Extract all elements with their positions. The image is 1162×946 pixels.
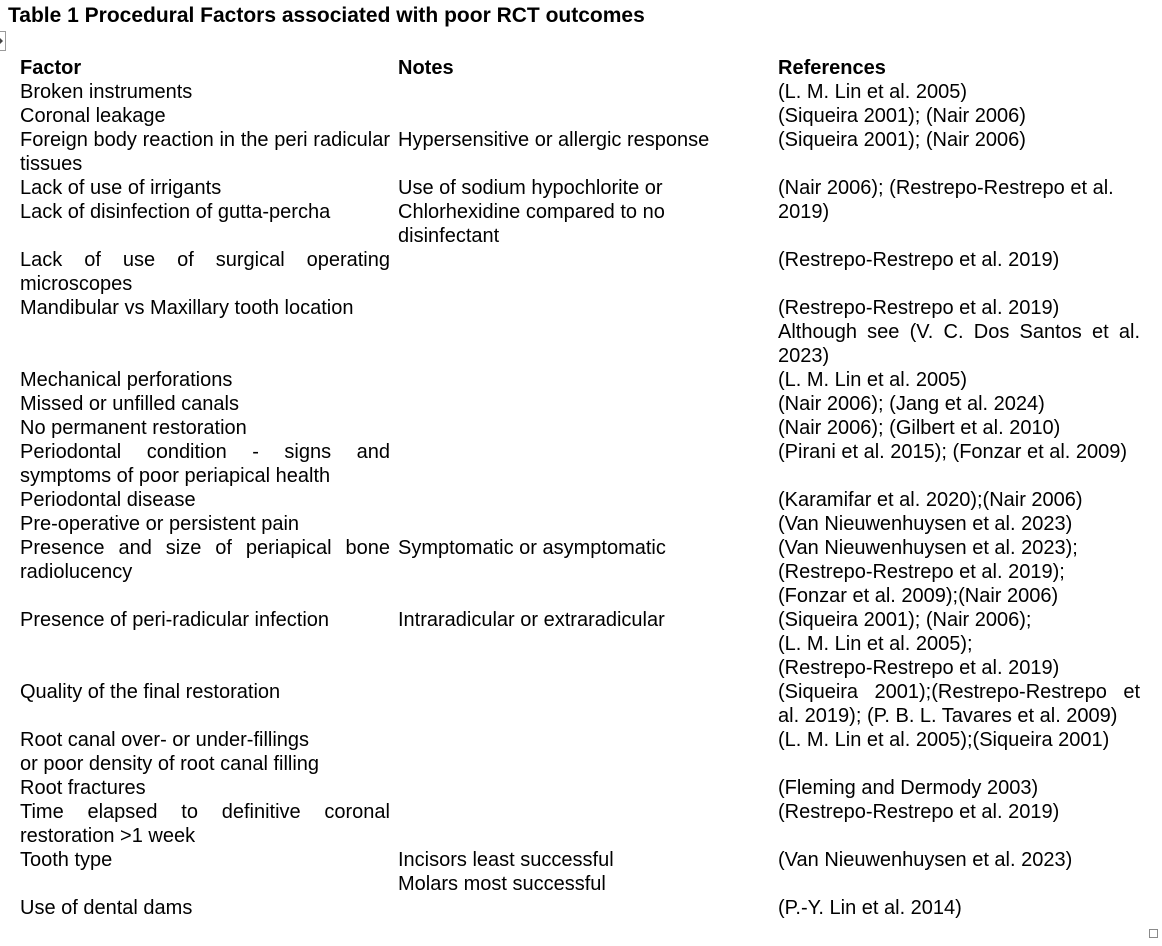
reference-line: (Nair 2006); (Gilbert et al. 2010) bbox=[778, 417, 1061, 439]
notes-cell bbox=[394, 848, 774, 896]
reference-line: (L. M. Lin et al. 2005) bbox=[778, 369, 967, 391]
references-cell bbox=[774, 776, 1144, 800]
table-row bbox=[16, 128, 1144, 176]
header-factor: Factor bbox=[20, 57, 82, 79]
factor-line: or poor density of root canal filling bbox=[20, 753, 320, 775]
reference-line: (L. M. Lin et al. 2005) bbox=[778, 81, 967, 103]
factor-cell: No permanent restoration bbox=[20, 417, 247, 439]
table-row bbox=[16, 776, 1144, 800]
references-cell bbox=[774, 800, 1144, 848]
header-row bbox=[16, 56, 1144, 80]
table-row bbox=[16, 536, 1144, 608]
notes-cell: Symptomatic or asymptomatic bbox=[398, 537, 666, 559]
table-row bbox=[16, 368, 1144, 392]
reference-line: (L. M. Lin et al. 2005); bbox=[778, 633, 973, 655]
references-cell bbox=[774, 848, 1144, 896]
references-cell bbox=[774, 248, 1144, 296]
factor-cell: Time elapsed to definitive coronal restoration >1 week bbox=[20, 801, 390, 847]
references-cell bbox=[774, 728, 1144, 776]
notes-cell bbox=[394, 512, 774, 536]
factor-cell: Root fractures bbox=[20, 777, 146, 799]
notes-cell bbox=[394, 728, 774, 776]
factor-cell: Periodontal disease bbox=[20, 489, 196, 511]
references-cell bbox=[774, 200, 1144, 248]
references-cell bbox=[774, 416, 1144, 440]
reference-line: (P.-Y. Lin et al. 2014) bbox=[778, 897, 962, 919]
factor-cell: Broken instruments bbox=[20, 81, 193, 103]
reference-line: (L. M. Lin et al. 2005);(Siqueira 2001) bbox=[778, 729, 1110, 751]
table-row bbox=[16, 848, 1144, 896]
notes-cell bbox=[394, 104, 774, 128]
table-row bbox=[16, 488, 1144, 512]
table-resize-handle-icon[interactable] bbox=[1149, 929, 1158, 938]
notes-cell: Use of sodium hypochlorite or bbox=[398, 177, 663, 199]
notes-cell bbox=[394, 248, 774, 296]
reference-line: (Restrepo-Restrepo et al. 2019) bbox=[778, 249, 1060, 271]
references-cell bbox=[774, 512, 1144, 536]
notes-cell: Intraradicular or extraradicular bbox=[398, 609, 665, 631]
table-row bbox=[16, 248, 1144, 296]
references-cell bbox=[774, 176, 1144, 200]
table-row bbox=[16, 440, 1144, 488]
table-row bbox=[16, 800, 1144, 848]
factor-cell bbox=[16, 728, 394, 776]
factor-cell: Quality of the final restoration bbox=[20, 681, 281, 703]
table-row bbox=[16, 416, 1144, 440]
reference-line: (Nair 2006); (Jang et al. 2024) bbox=[778, 393, 1045, 415]
table-row bbox=[16, 80, 1144, 104]
references-cell bbox=[774, 608, 1144, 680]
factor-cell: Mandibular vs Maxillary tooth location bbox=[20, 297, 354, 319]
notes-cell: Hypersensitive or allergic response bbox=[398, 129, 710, 151]
reference-line: (Siqueira 2001); (Nair 2006); bbox=[778, 609, 1032, 631]
references-cell bbox=[774, 488, 1144, 512]
reference-line: (Restrepo-Restrepo et al. 2019) bbox=[778, 297, 1060, 319]
reference-line: (Restrepo-Restrepo et al. 2019); bbox=[778, 561, 1065, 583]
factor-cell: Coronal leakage bbox=[20, 105, 166, 127]
notes-cell bbox=[394, 896, 774, 920]
reference-line: (Van Nieuwenhuysen et al. 2023) bbox=[778, 849, 1073, 871]
reference-line: (Fleming and Dermody 2003) bbox=[778, 777, 1039, 799]
table-row bbox=[16, 176, 1144, 200]
factor-cell: Periodontal condition - signs and symptoms of poor periapical health bbox=[20, 441, 390, 487]
header-references: References bbox=[778, 57, 886, 79]
table-title: Table 1 Procedural Factors associated with poor RCT outcomes bbox=[8, 4, 645, 27]
notes-cell bbox=[394, 776, 774, 800]
table-row bbox=[16, 680, 1144, 728]
table-row bbox=[16, 896, 1144, 920]
reference-line: (Fonzar et al. 2009);(Nair 2006) bbox=[778, 585, 1059, 607]
references-cell bbox=[774, 80, 1144, 104]
notes-cell bbox=[394, 416, 774, 440]
factor-cell: Presence of peri-radicular infection bbox=[20, 609, 330, 631]
reference-line: Although see (V. C. Dos Santos et al. 2023) bbox=[778, 321, 1140, 367]
table-row bbox=[16, 104, 1144, 128]
references-cell bbox=[774, 440, 1144, 488]
factor-cell: Presence and size of periapical bone radiolucency bbox=[20, 537, 390, 583]
reference-line: (Restrepo-Restrepo et al. 2019) bbox=[778, 657, 1060, 679]
factor-cell: Pre-operative or persistent pain bbox=[20, 513, 300, 535]
references-cell bbox=[774, 296, 1144, 368]
reference-line: (Van Nieuwenhuysen et al. 2023) bbox=[778, 513, 1073, 535]
factor-cell: Missed or unfilled canals bbox=[20, 393, 239, 415]
factor-cell: Lack of use of surgical operating microscopes bbox=[20, 249, 390, 295]
notes-cell bbox=[394, 680, 774, 728]
notes-cell bbox=[394, 440, 774, 488]
factor-cell: Tooth type bbox=[20, 849, 113, 871]
procedural-factors-table bbox=[16, 56, 1144, 920]
references-cell bbox=[774, 104, 1144, 128]
references-cell bbox=[774, 896, 1144, 920]
table-row bbox=[16, 392, 1144, 416]
notes-line: Molars most successful bbox=[398, 873, 606, 895]
notes-cell bbox=[394, 368, 774, 392]
references-cell bbox=[774, 680, 1144, 728]
table-row bbox=[16, 728, 1144, 776]
reference-line: (Siqueira 2001);(Restrepo-Restrepo et al. 2019); (P. B. L. Tavares et al. 2009) bbox=[778, 681, 1140, 727]
notes-cell bbox=[394, 488, 774, 512]
reference-line: (Pirani et al. 2015); (Fonzar et al. 2009) bbox=[778, 441, 1128, 463]
table-row bbox=[16, 608, 1144, 680]
notes-line: Incisors least successful bbox=[398, 849, 614, 871]
reference-line: (Siqueira 2001); (Nair 2006) bbox=[778, 105, 1026, 127]
reference-line: (Siqueira 2001); (Nair 2006) bbox=[778, 129, 1026, 151]
references-cell bbox=[774, 392, 1144, 416]
notes-cell bbox=[394, 296, 774, 368]
notes-cell bbox=[394, 800, 774, 848]
references-cell bbox=[774, 368, 1144, 392]
reference-line: (Restrepo-Restrepo et al. 2019) bbox=[778, 801, 1060, 823]
table-row bbox=[16, 512, 1144, 536]
notes-cell bbox=[394, 80, 774, 104]
reference-line: (Nair 2006); (Restrepo-Restrepo et al. bbox=[778, 177, 1114, 199]
references-cell bbox=[774, 128, 1144, 176]
reference-line: (Karamifar et al. 2020);(Nair 2006) bbox=[778, 489, 1083, 511]
reference-line: (Van Nieuwenhuysen et al. 2023); bbox=[778, 537, 1078, 559]
references-cell bbox=[774, 536, 1144, 608]
factor-cell: Lack of use of irrigants bbox=[20, 177, 222, 199]
notes-cell: Chlorhexidine compared to no disinfectant bbox=[398, 201, 665, 247]
table-move-handle-icon[interactable] bbox=[0, 31, 6, 51]
table-row bbox=[16, 296, 1144, 368]
factor-cell: Lack of disinfection of gutta-percha bbox=[20, 201, 331, 223]
header-notes: Notes bbox=[398, 57, 454, 79]
factor-line: Root canal over- or under-fillings bbox=[20, 729, 310, 751]
reference-line: 2019) bbox=[778, 201, 830, 223]
factor-cell: Use of dental dams bbox=[20, 897, 193, 919]
factor-cell: Foreign body reaction in the peri radicular tissues bbox=[20, 129, 390, 175]
table-row bbox=[16, 200, 1144, 248]
factor-cell: Mechanical perforations bbox=[20, 369, 233, 391]
notes-cell bbox=[394, 392, 774, 416]
